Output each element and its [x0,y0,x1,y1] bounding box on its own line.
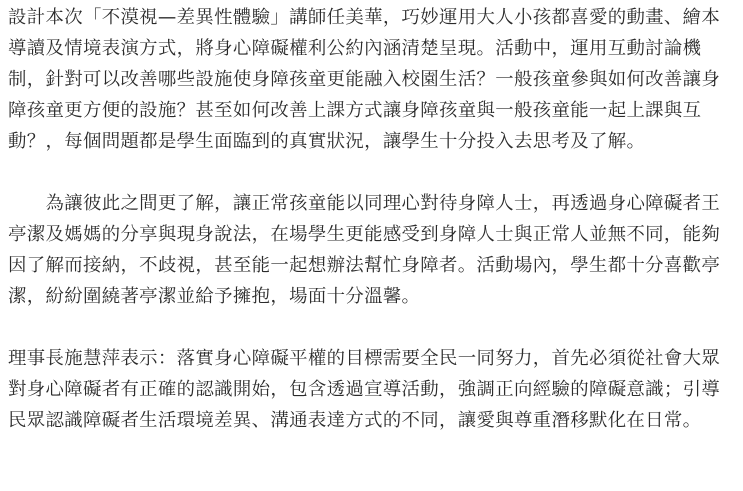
text-line: 動？，每個問題都是學生面臨到的真實狀況，讓學生十分投入去思考及了解。 [8,131,646,152]
paragraph-director-statement [8,343,738,436]
text-line: 障孩童更方便的設施？甚至如何改善上課方式讓身障孩童與一般孩童能一起上課與互 [8,100,702,121]
text-line: 亭潔及媽媽的分享與現身說法，在場學生更能感受到身障人士與正常人並無不同，能夠 [8,224,721,245]
text-line: 理事長施慧萍表示：落實身心障礙平權的目標需要全民一同努力，首先必須從社會大眾 [8,348,721,369]
text-line: 設計本次「不漠視—差異性體驗」講師任美華，巧妙運用大人小孩都喜愛的動畫、繪本 [8,7,721,28]
text-line: 民眾認識障礙者生活環境差異、溝通表達方式的不同，讓愛與尊重潛移默化在日常。 [8,410,702,431]
paragraph-sharing [8,188,738,312]
article-body [8,2,738,436]
paragraph-lecture [8,2,738,157]
text-line: 潔，紛紛圍繞著亭潔並給予擁抱，場面十分溫馨。 [8,286,421,307]
text-line: 為讓彼此之間更了解，讓正常孩童能以同理心對待身障人士，再透過身心障礙者王 [8,193,721,214]
paragraph-spacer [8,312,738,343]
text-line: 導讀及情境表演方式，將身心障礙權利公約內涵清楚呈現。活動中，運用互動討論機 [8,38,702,59]
text-line: 因了解而接納，不歧視，甚至能一起想辦法幫忙身障者。活動場內，學生都十分喜歡亭 [8,255,721,276]
text-line: 對身心障礙者有正確的認識開始，包含透過宣導活動，強調正向經驗的障礙意識；引導 [8,379,721,400]
paragraph-spacer [8,157,738,188]
text-line: 制，針對可以改善哪些設施使身障孩童更能融入校園生活？一般孩童參與如何改善讓身 [8,69,721,90]
